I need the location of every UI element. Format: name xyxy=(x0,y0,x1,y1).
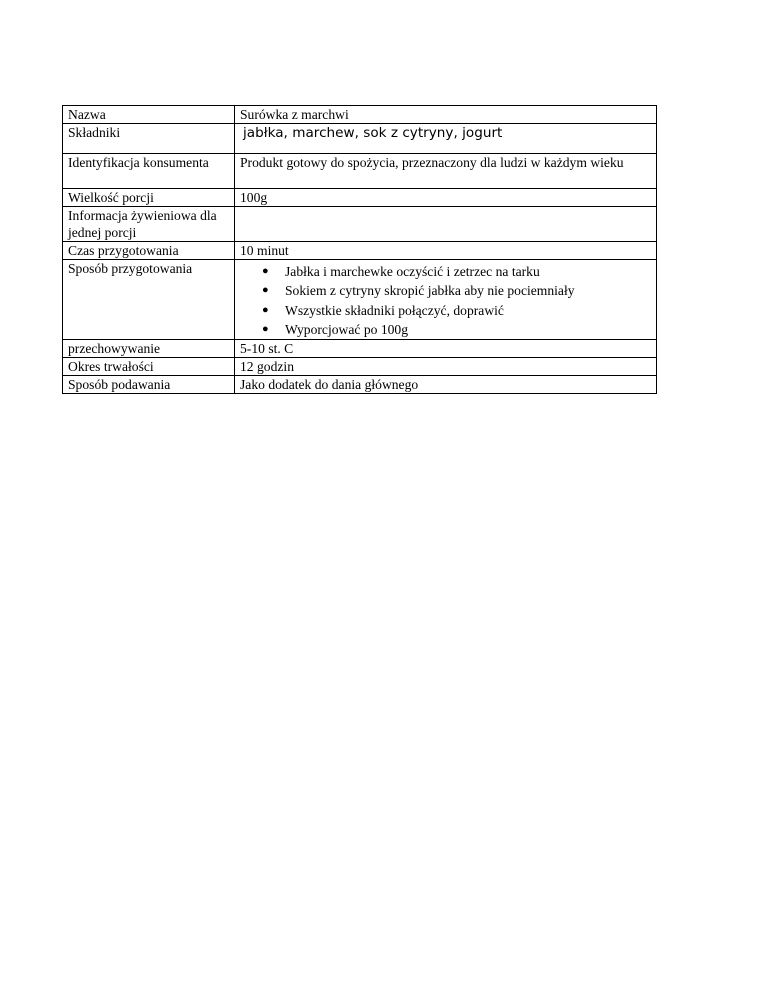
step-text: Wyporcjować po 100g xyxy=(285,321,409,337)
row-value-identyfikacja: Produkt gotowy do spożycia, przeznaczony dla ludzi w każdym wieku xyxy=(235,154,657,189)
row-value-sposob-podawania: Jako dodatek do dania głównego xyxy=(235,376,657,394)
list-item xyxy=(262,262,651,281)
row-value-sposob-przygotowania xyxy=(235,260,657,340)
step-text: Sokiem z cytryny skropić jabłka aby nie pociemniały xyxy=(285,283,575,299)
bullet-icon: ● xyxy=(262,322,269,335)
row-value-przechowywanie: 5-10 st. C xyxy=(235,340,657,358)
row-value-czas-przygotowania: 10 minut xyxy=(235,242,657,260)
table-row xyxy=(63,207,657,242)
product-spec-table xyxy=(62,105,657,394)
bullet-icon: ● xyxy=(262,265,269,277)
row-value-wielkosc-porcji: 100g xyxy=(235,189,657,207)
table-row xyxy=(63,124,657,154)
table-row xyxy=(63,340,657,358)
row-label-sposob-przygotowania: Sposób przygotowania xyxy=(63,260,235,340)
table-row xyxy=(63,106,657,124)
row-value-informacja-zywieniowa xyxy=(235,207,657,242)
row-value-skladniki xyxy=(235,124,657,154)
row-label-nazwa: Nazwa xyxy=(63,106,235,124)
table-row xyxy=(63,189,657,207)
ingredients-text: jabłka, marchew, sok z cytryny, jogurt xyxy=(243,125,503,141)
row-label-wielkosc-porcji: Wielkość porcji xyxy=(63,189,235,207)
row-label-czas-przygotowania: Czas przygotowania xyxy=(63,242,235,260)
table-row xyxy=(63,358,657,376)
list-item xyxy=(262,301,651,320)
row-label-identyfikacja: Identyfikacja konsumenta xyxy=(63,154,235,189)
table-row xyxy=(63,242,657,260)
table-row xyxy=(63,376,657,394)
step-text: Jabłka i marchewke oczyścić i zetrzec na tarku xyxy=(285,264,540,279)
row-label-informacja-zywieniowa: Informacja żywieniowa dla jednej porcji xyxy=(63,207,235,242)
bullet-icon: ● xyxy=(262,284,269,297)
list-item xyxy=(262,320,651,339)
row-value-nazwa: Surówka z marchwi xyxy=(235,106,657,124)
step-text: Wszystkie składniki połączyć, doprawić xyxy=(285,302,504,318)
table-row xyxy=(63,260,657,340)
row-label-sposob-podawania: Sposób podawania xyxy=(63,376,235,394)
row-value-okres-trwalosci: 12 godzin xyxy=(235,358,657,376)
preparation-steps-list xyxy=(240,262,651,339)
list-item xyxy=(262,281,651,300)
bullet-icon: ● xyxy=(262,303,269,316)
table-row xyxy=(63,154,657,189)
row-label-okres-trwalosci: Okres trwałości xyxy=(63,358,235,376)
row-label-skladniki: Składniki xyxy=(63,124,235,154)
row-label-przechowywanie: przechowywanie xyxy=(63,340,235,358)
